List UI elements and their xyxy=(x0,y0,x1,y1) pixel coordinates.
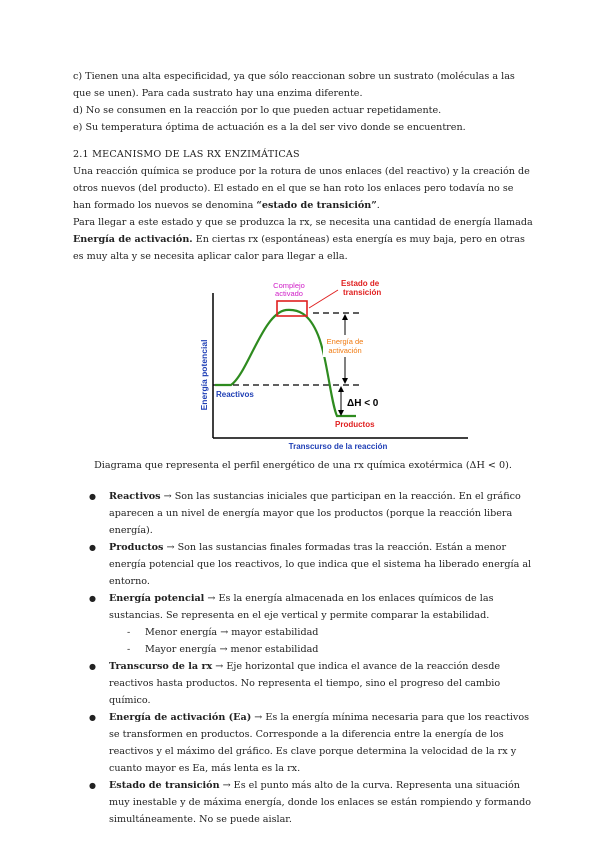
energy-diagram-svg xyxy=(73,273,533,449)
bullet-energia-potencial: ● Energía potencial → Es la energía almacenada en los enlaces químicos de las sustancias. Se representa en el eje vertical y permite comparar la estabilidad. - Menor energía → mayor estabilidad - Mayor energía → menor estabilidad xyxy=(73,590,533,658)
energia-sublist xyxy=(109,624,533,658)
estado-label-line1: Estado de xyxy=(341,279,380,288)
transition-pointer-line xyxy=(309,290,338,308)
complejo-label-line1: Complejo xyxy=(273,281,305,290)
bullet-energia-activacion: ● Energía de activación (Ea) → Es la energía mínima necesaria para que los reactivos se transformen en productos. Corresponde a la diferencia entre la energía de los reactivos y el máximo del gráfico. Es clave porque determina la velocidad de la rx y cuanto mayor es Ea, más lenta es la rx. xyxy=(73,709,533,777)
energia-activacion-line2: activación xyxy=(328,346,362,355)
sublist-item: - Menor energía → mayor estabilidad xyxy=(109,624,533,641)
bullet-productos: ● Productos → Son las sustancias finales formadas tras la reacción. Están a menor energía potencial que los reactivos, lo que indica que el sistema ha liberado energía al entorno. xyxy=(73,539,533,590)
energia-activacion-line1: Energía de xyxy=(326,337,364,346)
intro-item-c: c) Tienen una alta especificidad, ya que sólo reaccionan sobre un sustrato (moléculas a las que se unen). Para cada sustrato hay una enzima diferente. xyxy=(73,71,515,99)
intro-item-e: e) Su temperatura óptima de actuación es a la del ser vivo donde se encuentren. xyxy=(73,122,466,133)
section-title: 2.1 MECANISMO DE LAS RX ENZIMÁTICAS xyxy=(73,149,300,160)
sublist-item: - Mayor energía → menor estabilidad xyxy=(109,641,533,658)
activation-arrow-head-down xyxy=(342,378,348,384)
section-paragraph-2: Para llegar a este estado y que se produzca la rx, se necesita una cantidad de energía llamada Energía de activación. En ciertas rx (espontáneas) esta energía es muy baja, pero en otras es muy alta y se necesita aplicar calor para llegar a ella. xyxy=(73,217,533,262)
definitions-list xyxy=(73,488,533,828)
bullet-reactivos: ● Reactivos → Son las sustancias iniciales que participan en la reacción. En el gráfico aparecen a un nivel de energía mayor que los productos (porque la reacción libera energía). xyxy=(73,488,533,539)
y-axis-label: Energía potencial xyxy=(199,339,209,411)
diagram-caption: Diagrama que representa el perfil energético de una rx química exotérmica (ΔH < 0). xyxy=(94,460,512,471)
bullet-transcurso: ● Transcurso de la rx → Eje horizontal que indica el avance de la reacción desde reactivos hasta productos. No representa el tiempo, sino el progreso del cambio químico. xyxy=(73,658,533,709)
complejo-label-line2: activado xyxy=(275,289,303,298)
reaction-curve xyxy=(215,310,356,416)
estado-label-line2: transición xyxy=(343,288,382,297)
reactivos-label: Reactivos xyxy=(216,390,254,399)
delta-h-label: ΔH < 0 xyxy=(347,398,379,409)
activation-arrow-head-up xyxy=(342,314,348,320)
section-paragraph-1: Una reacción química se produce por la rotura de unos enlaces (del reactivo) y la creación de otros nuevos (del producto). El estado en el que se han roto los enlaces pero todavía no se han formado los nuevos se denomina “estado de transición”. xyxy=(73,166,530,211)
document-page xyxy=(73,68,533,828)
productos-label: Productos xyxy=(335,420,375,429)
intro-item-d: d) No se consumen en la reacción por lo que pueden actuar repetidamente. xyxy=(73,105,442,116)
delta-h-arrow-head-up xyxy=(338,386,344,392)
x-axis-label: Transcurso de la reacción xyxy=(288,442,388,449)
energy-diagram xyxy=(73,273,533,449)
bullet-estado-transicion: ● Estado de transición → Es el punto más alto de la curva. Representa una situación muy inestable y de máxima energía, donde los enlaces se están rompiendo y formando simultáneamente. No se puede aislar. xyxy=(73,777,533,828)
